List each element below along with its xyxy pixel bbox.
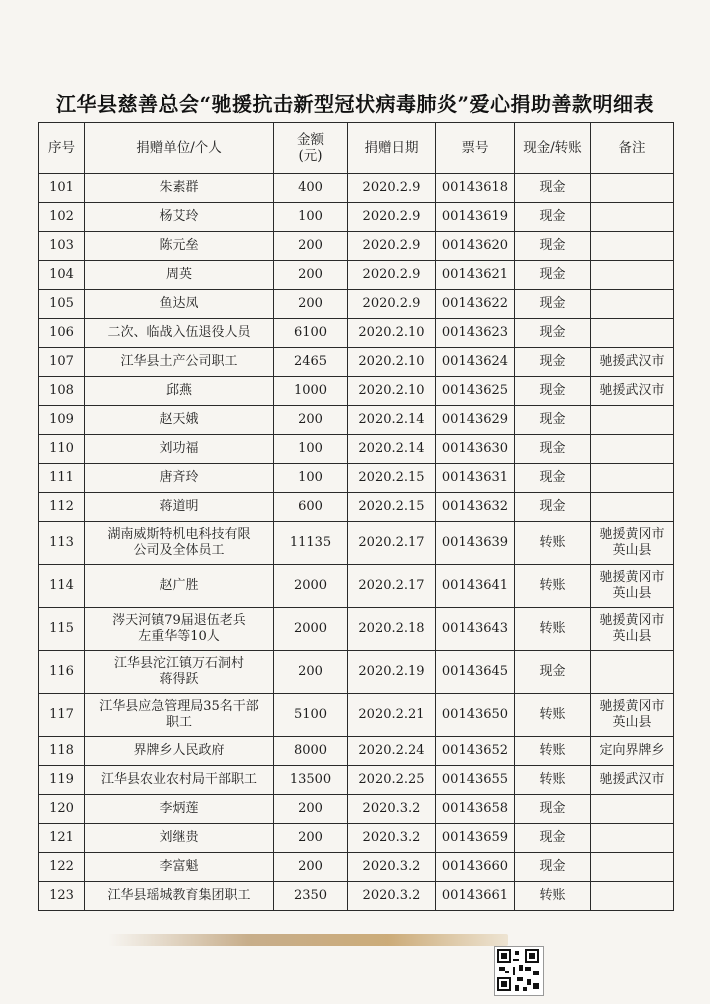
cell-method: 现金	[515, 406, 591, 435]
header-date: 捐赠日期	[348, 123, 436, 174]
table-row	[39, 766, 674, 795]
cell-date: 2020.2.10	[348, 348, 436, 377]
cell-donor-line: 陈元垒	[159, 238, 199, 253]
header-remark: 备注	[591, 123, 674, 174]
cell-method: 现金	[515, 435, 591, 464]
table-body	[39, 174, 674, 911]
cell-donor-line: 二次、临战入伍退役人员	[107, 325, 251, 340]
cell-method: 现金	[515, 319, 591, 348]
cell-remark	[591, 174, 674, 203]
cell-method: 现金	[515, 464, 591, 493]
cell-remark	[591, 232, 674, 261]
cell-donor-line: 李富魁	[159, 859, 199, 874]
table-row	[39, 522, 674, 565]
cell-method: 现金	[515, 203, 591, 232]
cell-remark	[591, 261, 674, 290]
cell-method: 现金	[515, 795, 591, 824]
cell-method: 转账	[515, 694, 591, 737]
cell-no: 122	[39, 853, 85, 882]
cell-ticket: 00143625	[436, 377, 515, 406]
cell-ticket: 00143639	[436, 522, 515, 565]
cell-donor-line: 蒋道明	[159, 499, 199, 514]
cell-date: 2020.2.9	[348, 232, 436, 261]
cell-donor-line: 周英	[165, 267, 192, 282]
cell-method: 现金	[515, 853, 591, 882]
cell-date: 2020.2.14	[348, 435, 436, 464]
cell-ticket: 00143659	[436, 824, 515, 853]
cell-amount: 100	[274, 203, 348, 232]
table-row	[39, 882, 674, 911]
cell-no: 106	[39, 319, 85, 348]
cell-donor	[85, 261, 274, 290]
cell-date: 2020.2.10	[348, 377, 436, 406]
cell-remark	[591, 853, 674, 882]
cell-donor	[85, 737, 274, 766]
scan-edge-stripe	[108, 934, 508, 946]
cell-amount: 200	[274, 795, 348, 824]
cell-remark	[591, 737, 674, 766]
cell-donor-line: 江华县沱江镇万石洞村	[113, 656, 244, 671]
cell-no: 104	[39, 261, 85, 290]
cell-no: 118	[39, 737, 85, 766]
cell-remark-line: 驰援黄冈市	[599, 527, 665, 542]
cell-ticket: 00143623	[436, 319, 515, 348]
cell-donor	[85, 319, 274, 348]
cell-method: 现金	[515, 377, 591, 406]
donation-table	[38, 122, 674, 911]
cell-amount: 2350	[274, 882, 348, 911]
cell-date: 2020.3.2	[348, 853, 436, 882]
cell-no: 109	[39, 406, 85, 435]
cell-donor-line: 唐斉玲	[159, 470, 199, 485]
cell-donor	[85, 651, 274, 694]
cell-method: 现金	[515, 232, 591, 261]
cell-method: 现金	[515, 348, 591, 377]
cell-ticket: 00143620	[436, 232, 515, 261]
cell-donor-line: 江华县应急管理局35名干部	[99, 699, 259, 714]
cell-amount: 5100	[274, 694, 348, 737]
cell-amount: 100	[274, 464, 348, 493]
cell-remark	[591, 522, 674, 565]
cell-donor	[85, 203, 274, 232]
cell-no: 121	[39, 824, 85, 853]
cell-remark	[591, 694, 674, 737]
table-row	[39, 464, 674, 493]
table-row	[39, 737, 674, 766]
cell-donor-line: 李炳莲	[159, 801, 199, 816]
cell-remark	[591, 795, 674, 824]
cell-ticket: 00143643	[436, 608, 515, 651]
cell-no: 103	[39, 232, 85, 261]
cell-donor-line: 涔天河镇79届退伍老兵	[112, 613, 246, 628]
cell-donor-line: 杨艾玲	[159, 209, 199, 224]
cell-donor-line: 刘继贵	[159, 830, 199, 845]
cell-date: 2020.2.15	[348, 464, 436, 493]
cell-donor	[85, 493, 274, 522]
cell-date: 2020.3.2	[348, 882, 436, 911]
cell-donor-line: 蒋得跃	[159, 672, 199, 687]
cell-remark-line: 定向界牌乡	[599, 743, 665, 758]
table-row	[39, 348, 674, 377]
cell-no: 119	[39, 766, 85, 795]
header-amount-line1: 金额	[297, 132, 324, 148]
cell-remark	[591, 203, 674, 232]
cell-donor	[85, 290, 274, 319]
cell-donor-line: 赵广胜	[159, 578, 199, 593]
cell-donor	[85, 882, 274, 911]
header-amount-line2: (元)	[298, 148, 323, 164]
cell-ticket: 00143658	[436, 795, 515, 824]
cell-amount: 200	[274, 651, 348, 694]
cell-remark	[591, 493, 674, 522]
cell-ticket: 00143641	[436, 565, 515, 608]
cell-ticket: 00143655	[436, 766, 515, 795]
cell-date: 2020.2.15	[348, 493, 436, 522]
cell-remark	[591, 435, 674, 464]
cell-remark-line: 驰援武汉市	[599, 354, 665, 369]
cell-date: 2020.2.19	[348, 651, 436, 694]
cell-method: 转账	[515, 608, 591, 651]
cell-donor-line: 江华县土产公司职工	[120, 354, 238, 369]
cell-donor	[85, 694, 274, 737]
cell-ticket: 00143631	[436, 464, 515, 493]
header-ticket: 票号	[436, 123, 515, 174]
cell-remark	[591, 290, 674, 319]
qr-code-graphic	[495, 947, 541, 993]
cell-no: 115	[39, 608, 85, 651]
cell-amount: 1000	[274, 377, 348, 406]
cell-amount: 8000	[274, 737, 348, 766]
cell-method: 转账	[515, 522, 591, 565]
table-row	[39, 795, 674, 824]
cell-donor-line: 鱼达凤	[159, 296, 199, 311]
cell-method: 现金	[515, 824, 591, 853]
cell-no: 112	[39, 493, 85, 522]
table-header-row	[39, 123, 674, 174]
cell-date: 2020.2.24	[348, 737, 436, 766]
cell-method: 现金	[515, 651, 591, 694]
cell-amount: 400	[274, 174, 348, 203]
cell-date: 2020.2.9	[348, 174, 436, 203]
cell-amount: 200	[274, 290, 348, 319]
cell-donor	[85, 766, 274, 795]
cell-remark-line: 英山县	[612, 586, 652, 601]
cell-donor	[85, 522, 274, 565]
cell-amount: 2000	[274, 565, 348, 608]
cell-donor	[85, 565, 274, 608]
cell-no: 111	[39, 464, 85, 493]
cell-donor	[85, 348, 274, 377]
cell-ticket: 00143645	[436, 651, 515, 694]
cell-donor-line: 左重华等10人	[138, 629, 220, 644]
cell-amount: 200	[274, 232, 348, 261]
cell-ticket: 00143661	[436, 882, 515, 911]
cell-ticket: 00143621	[436, 261, 515, 290]
cell-amount: 2465	[274, 348, 348, 377]
cell-donor	[85, 406, 274, 435]
cell-remark-line: 英山县	[612, 543, 652, 558]
cell-donor-line: 江华县农业农村局干部职工	[100, 772, 257, 787]
header-donor: 捐赠单位/个人	[85, 123, 274, 174]
cell-no: 108	[39, 377, 85, 406]
cell-remark	[591, 348, 674, 377]
table-row	[39, 377, 674, 406]
cell-remark-line: 驰援黄冈市	[599, 570, 665, 585]
cell-remark-line: 驰援黄冈市	[599, 613, 665, 628]
header-no: 序号	[39, 123, 85, 174]
cell-amount: 200	[274, 853, 348, 882]
cell-donor-line: 江华县瑶城教育集团职工	[107, 888, 251, 903]
table-row	[39, 565, 674, 608]
cell-amount: 600	[274, 493, 348, 522]
cell-donor	[85, 608, 274, 651]
cell-donor	[85, 824, 274, 853]
cell-no: 102	[39, 203, 85, 232]
cell-donor-line: 公司及全体员工	[133, 543, 225, 558]
cell-ticket: 00143619	[436, 203, 515, 232]
header-amount	[274, 123, 348, 174]
table-row	[39, 694, 674, 737]
cell-no: 101	[39, 174, 85, 203]
cell-date: 2020.3.2	[348, 795, 436, 824]
cell-remark	[591, 464, 674, 493]
cell-method: 转账	[515, 882, 591, 911]
cell-remark-line: 驰援武汉市	[599, 383, 665, 398]
cell-no: 123	[39, 882, 85, 911]
cell-method: 现金	[515, 261, 591, 290]
cell-remark	[591, 319, 674, 348]
cell-remark-line: 驰援武汉市	[599, 772, 665, 787]
table-row	[39, 608, 674, 651]
cell-method: 现金	[515, 174, 591, 203]
cell-method: 转账	[515, 766, 591, 795]
cell-ticket: 00143629	[436, 406, 515, 435]
cell-date: 2020.2.18	[348, 608, 436, 651]
cell-ticket: 00143650	[436, 694, 515, 737]
cell-donor	[85, 377, 274, 406]
cell-amount: 200	[274, 406, 348, 435]
cell-ticket: 00143652	[436, 737, 515, 766]
cell-donor-line: 刘功福	[159, 441, 199, 456]
cell-remark	[591, 406, 674, 435]
cell-ticket: 00143618	[436, 174, 515, 203]
cell-donor	[85, 464, 274, 493]
cell-ticket: 00143632	[436, 493, 515, 522]
cell-donor-line: 赵天娥	[159, 412, 199, 427]
cell-no: 107	[39, 348, 85, 377]
cell-amount: 6100	[274, 319, 348, 348]
cell-method: 现金	[515, 493, 591, 522]
cell-date: 2020.2.14	[348, 406, 436, 435]
cell-date: 2020.2.21	[348, 694, 436, 737]
cell-method: 转账	[515, 565, 591, 608]
cell-date: 2020.2.9	[348, 290, 436, 319]
cell-remark-line: 驰援黄冈市	[599, 699, 665, 714]
cell-amount: 11135	[274, 522, 348, 565]
table-row	[39, 261, 674, 290]
cell-date: 2020.3.2	[348, 824, 436, 853]
table-row	[39, 406, 674, 435]
cell-amount: 13500	[274, 766, 348, 795]
cell-no: 110	[39, 435, 85, 464]
qr-code-icon	[494, 946, 544, 996]
table-row	[39, 290, 674, 319]
cell-donor	[85, 435, 274, 464]
cell-date: 2020.2.9	[348, 261, 436, 290]
table-row	[39, 853, 674, 882]
cell-remark	[591, 608, 674, 651]
cell-remark	[591, 377, 674, 406]
cell-no: 114	[39, 565, 85, 608]
cell-remark	[591, 824, 674, 853]
cell-no: 120	[39, 795, 85, 824]
cell-donor-line: 朱素群	[159, 180, 199, 195]
cell-ticket: 00143630	[436, 435, 515, 464]
cell-donor-line: 湖南威斯特机电科技有限	[107, 527, 251, 542]
cell-donor-line: 界牌乡人民政府	[133, 743, 225, 758]
table-row	[39, 232, 674, 261]
cell-no: 105	[39, 290, 85, 319]
cell-date: 2020.2.9	[348, 203, 436, 232]
table-row	[39, 174, 674, 203]
cell-ticket: 00143660	[436, 853, 515, 882]
cell-remark-line: 英山县	[612, 715, 652, 730]
table-row	[39, 493, 674, 522]
cell-date: 2020.2.17	[348, 522, 436, 565]
cell-remark	[591, 651, 674, 694]
page-title: 江华县慈善总会“驰援抗击新型冠状病毒肺炎”爱心捐助善款明细表	[55, 92, 654, 116]
cell-no: 113	[39, 522, 85, 565]
cell-remark	[591, 565, 674, 608]
table-row	[39, 824, 674, 853]
table-row	[39, 319, 674, 348]
table-row	[39, 203, 674, 232]
cell-donor	[85, 853, 274, 882]
header-method: 现金/转账	[515, 123, 591, 174]
cell-amount: 2000	[274, 608, 348, 651]
cell-remark-line: 英山县	[612, 629, 652, 644]
cell-donor	[85, 232, 274, 261]
table-row	[39, 651, 674, 694]
cell-remark	[591, 766, 674, 795]
cell-no: 116	[39, 651, 85, 694]
cell-date: 2020.2.10	[348, 319, 436, 348]
cell-amount: 200	[274, 824, 348, 853]
table-row	[39, 435, 674, 464]
cell-method: 转账	[515, 737, 591, 766]
cell-donor	[85, 795, 274, 824]
cell-date: 2020.2.17	[348, 565, 436, 608]
cell-ticket: 00143622	[436, 290, 515, 319]
cell-date: 2020.2.25	[348, 766, 436, 795]
cell-amount: 200	[274, 261, 348, 290]
cell-remark	[591, 882, 674, 911]
cell-donor-line: 邱燕	[165, 383, 192, 398]
cell-ticket: 00143624	[436, 348, 515, 377]
cell-donor-line: 职工	[165, 715, 192, 730]
cell-method: 现金	[515, 290, 591, 319]
cell-donor	[85, 174, 274, 203]
cell-no: 117	[39, 694, 85, 737]
cell-amount: 100	[274, 435, 348, 464]
